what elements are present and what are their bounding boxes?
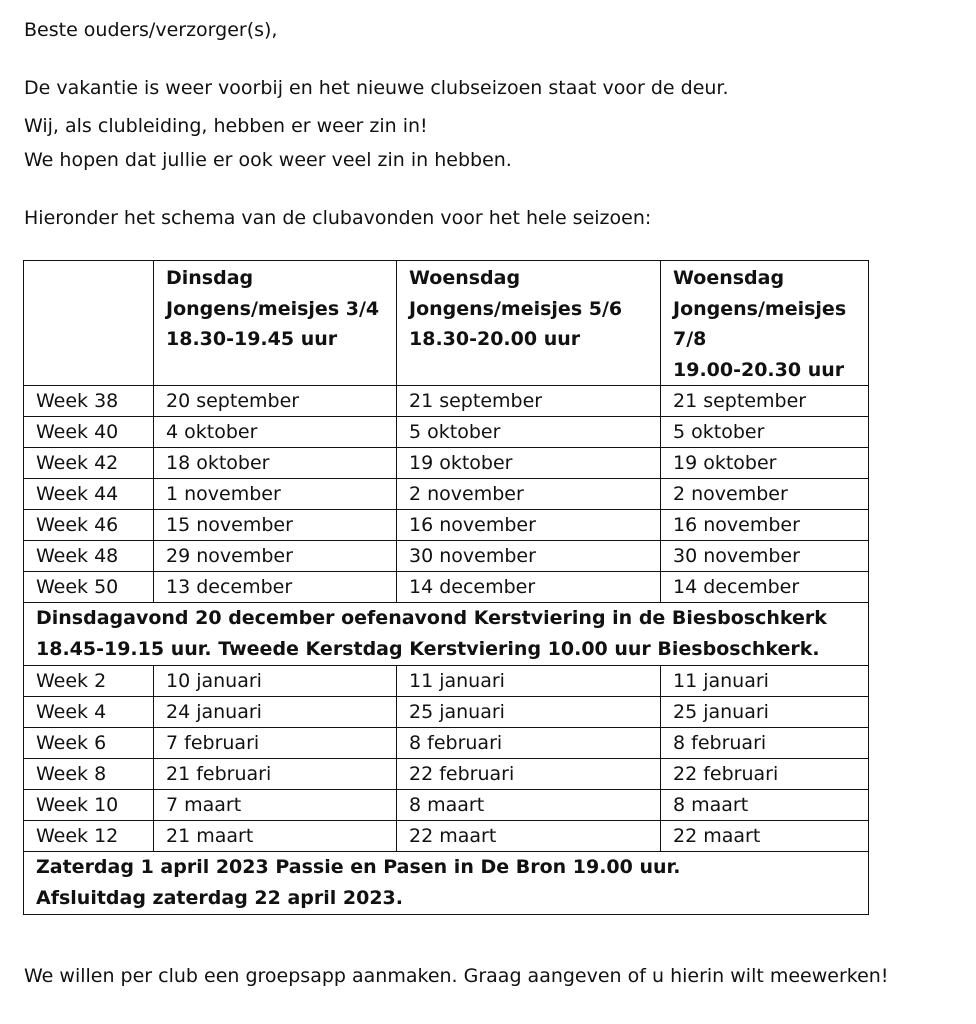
header-day: Woensdag	[409, 267, 521, 289]
woensdag-5-6-date-cell: 8 maart	[397, 790, 661, 821]
christmas-note-line: 18.45-19.15 uur. Tweede Kerstdag Kerstviering 10.00 uur Biesboschkerk.	[36, 638, 820, 660]
header-dinsdag-3-4	[154, 261, 397, 386]
schedule-row	[24, 790, 869, 821]
easter-note-cell	[24, 852, 869, 915]
paragraph-line-3: We hopen dat jullie er ook weer veel zin in hebben.	[24, 149, 512, 171]
paragraph-line-2: Wij, als clubleiding, hebben er weer zin in!	[24, 115, 428, 137]
schedule-row	[24, 386, 869, 417]
paragraph-line-1: De vakantie is weer voorbij en het nieuwe clubseizoen staat voor de deur.	[24, 77, 729, 99]
header-woensdag-5-6	[397, 261, 661, 386]
week-cell: Week 44	[24, 479, 154, 510]
christmas-note-line: Dinsdagavond 20 december oefenavond Kerstviering in de Biesboschkerk	[36, 607, 827, 629]
woensdag-7-8-date-cell: 30 november	[661, 541, 869, 572]
woensdag-5-6-date-cell: 2 november	[397, 479, 661, 510]
week-cell: Week 48	[24, 541, 154, 572]
week-cell: Week 40	[24, 417, 154, 448]
woensdag-5-6-date-cell: 14 december	[397, 572, 661, 603]
schedule-header-row	[24, 261, 869, 386]
dinsdag-date-cell: 10 januari	[154, 666, 397, 697]
schedule-intro: Hieronder het schema van de clubavonden voor het hele seizoen:	[24, 207, 652, 229]
woensdag-5-6-date-cell: 30 november	[397, 541, 661, 572]
dinsdag-date-cell: 1 november	[154, 479, 397, 510]
schedule-row	[24, 479, 869, 510]
week-cell: Week 46	[24, 510, 154, 541]
woensdag-5-6-date-cell: 5 oktober	[397, 417, 661, 448]
header-group-years: 7/8	[673, 328, 707, 350]
woensdag-5-6-date-cell: 8 februari	[397, 728, 661, 759]
header-woensdag-7-8	[661, 261, 869, 386]
woensdag-5-6-date-cell: 25 januari	[397, 697, 661, 728]
christmas-note	[24, 603, 869, 666]
week-cell: Week 6	[24, 728, 154, 759]
schedule-row	[24, 572, 869, 603]
week-cell: Week 4	[24, 697, 154, 728]
woensdag-5-6-date-cell: 22 maart	[397, 821, 661, 852]
week-cell: Week 8	[24, 759, 154, 790]
schedule-row	[24, 666, 869, 697]
dinsdag-date-cell: 24 januari	[154, 697, 397, 728]
closing-text: We willen per club een groepsapp aanmaken. Graag aangeven of u hierin wilt meewerken!	[24, 965, 889, 987]
schedule-row	[24, 541, 869, 572]
header-group: Jongens/meisjes 3/4	[166, 297, 380, 320]
dinsdag-date-cell: 29 november	[154, 541, 397, 572]
schedule-row	[24, 821, 869, 852]
christmas-note-cell	[24, 603, 869, 666]
woensdag-7-8-date-cell: 22 maart	[661, 821, 869, 852]
header-time: 18.30-19.45 uur	[166, 328, 338, 350]
week-cell: Week 42	[24, 448, 154, 479]
easter-note-line: Afsluitdag zaterdag 22 april 2023.	[36, 887, 403, 909]
woensdag-7-8-date-cell: 16 november	[661, 510, 869, 541]
header-group: Jongens/meisjes	[673, 297, 847, 320]
schedule-row	[24, 759, 869, 790]
header-day: Dinsdag	[166, 267, 254, 289]
schedule-row	[24, 697, 869, 728]
dinsdag-date-cell: 15 november	[154, 510, 397, 541]
dinsdag-date-cell: 4 oktober	[154, 417, 397, 448]
woensdag-7-8-date-cell: 14 december	[661, 572, 869, 603]
woensdag-7-8-date-cell: 2 november	[661, 479, 869, 510]
header-time: 19.00-20.30 uur	[673, 358, 845, 381]
week-cell: Week 38	[24, 386, 154, 417]
dinsdag-date-cell: 21 februari	[154, 759, 397, 790]
woensdag-5-6-date-cell: 11 januari	[397, 666, 661, 697]
woensdag-7-8-date-cell: 5 oktober	[661, 417, 869, 448]
woensdag-7-8-date-cell: 22 februari	[661, 759, 869, 790]
week-cell: Week 10	[24, 790, 154, 821]
schedule-row	[24, 510, 869, 541]
header-time: 18.30-20.00 uur	[409, 328, 581, 350]
dinsdag-date-cell: 13 december	[154, 572, 397, 603]
header-week-column	[24, 261, 154, 386]
woensdag-7-8-date-cell: 19 oktober	[661, 448, 869, 479]
header-day: Woensdag	[673, 267, 785, 289]
schedule-row	[24, 417, 869, 448]
woensdag-7-8-date-cell: 21 september	[661, 386, 869, 417]
woensdag-5-6-date-cell: 22 februari	[397, 759, 661, 790]
woensdag-7-8-date-cell: 8 februari	[661, 728, 869, 759]
week-cell: Week 2	[24, 666, 154, 697]
schedule-row	[24, 448, 869, 479]
schedule-body	[24, 386, 869, 915]
dinsdag-date-cell: 21 maart	[154, 821, 397, 852]
week-cell: Week 50	[24, 572, 154, 603]
easter-note-line: Zaterdag 1 april 2023 Passie en Pasen in De Bron 19.00 uur.	[36, 856, 681, 878]
schedule-row	[24, 728, 869, 759]
dinsdag-date-cell: 18 oktober	[154, 448, 397, 479]
dinsdag-date-cell: 7 maart	[154, 790, 397, 821]
woensdag-7-8-date-cell: 8 maart	[661, 790, 869, 821]
dinsdag-date-cell: 7 februari	[154, 728, 397, 759]
easter-note	[24, 852, 869, 915]
woensdag-5-6-date-cell: 19 oktober	[397, 448, 661, 479]
woensdag-7-8-date-cell: 25 januari	[661, 697, 869, 728]
header-group: Jongens/meisjes 5/6	[409, 297, 623, 320]
woensdag-7-8-date-cell: 11 januari	[661, 666, 869, 697]
club-schedule-table	[23, 260, 869, 915]
dinsdag-date-cell: 20 september	[154, 386, 397, 417]
week-cell: Week 12	[24, 821, 154, 852]
woensdag-5-6-date-cell: 21 september	[397, 386, 661, 417]
woensdag-5-6-date-cell: 16 november	[397, 510, 661, 541]
letter-greeting: Beste ouders/verzorger(s),	[24, 19, 278, 41]
